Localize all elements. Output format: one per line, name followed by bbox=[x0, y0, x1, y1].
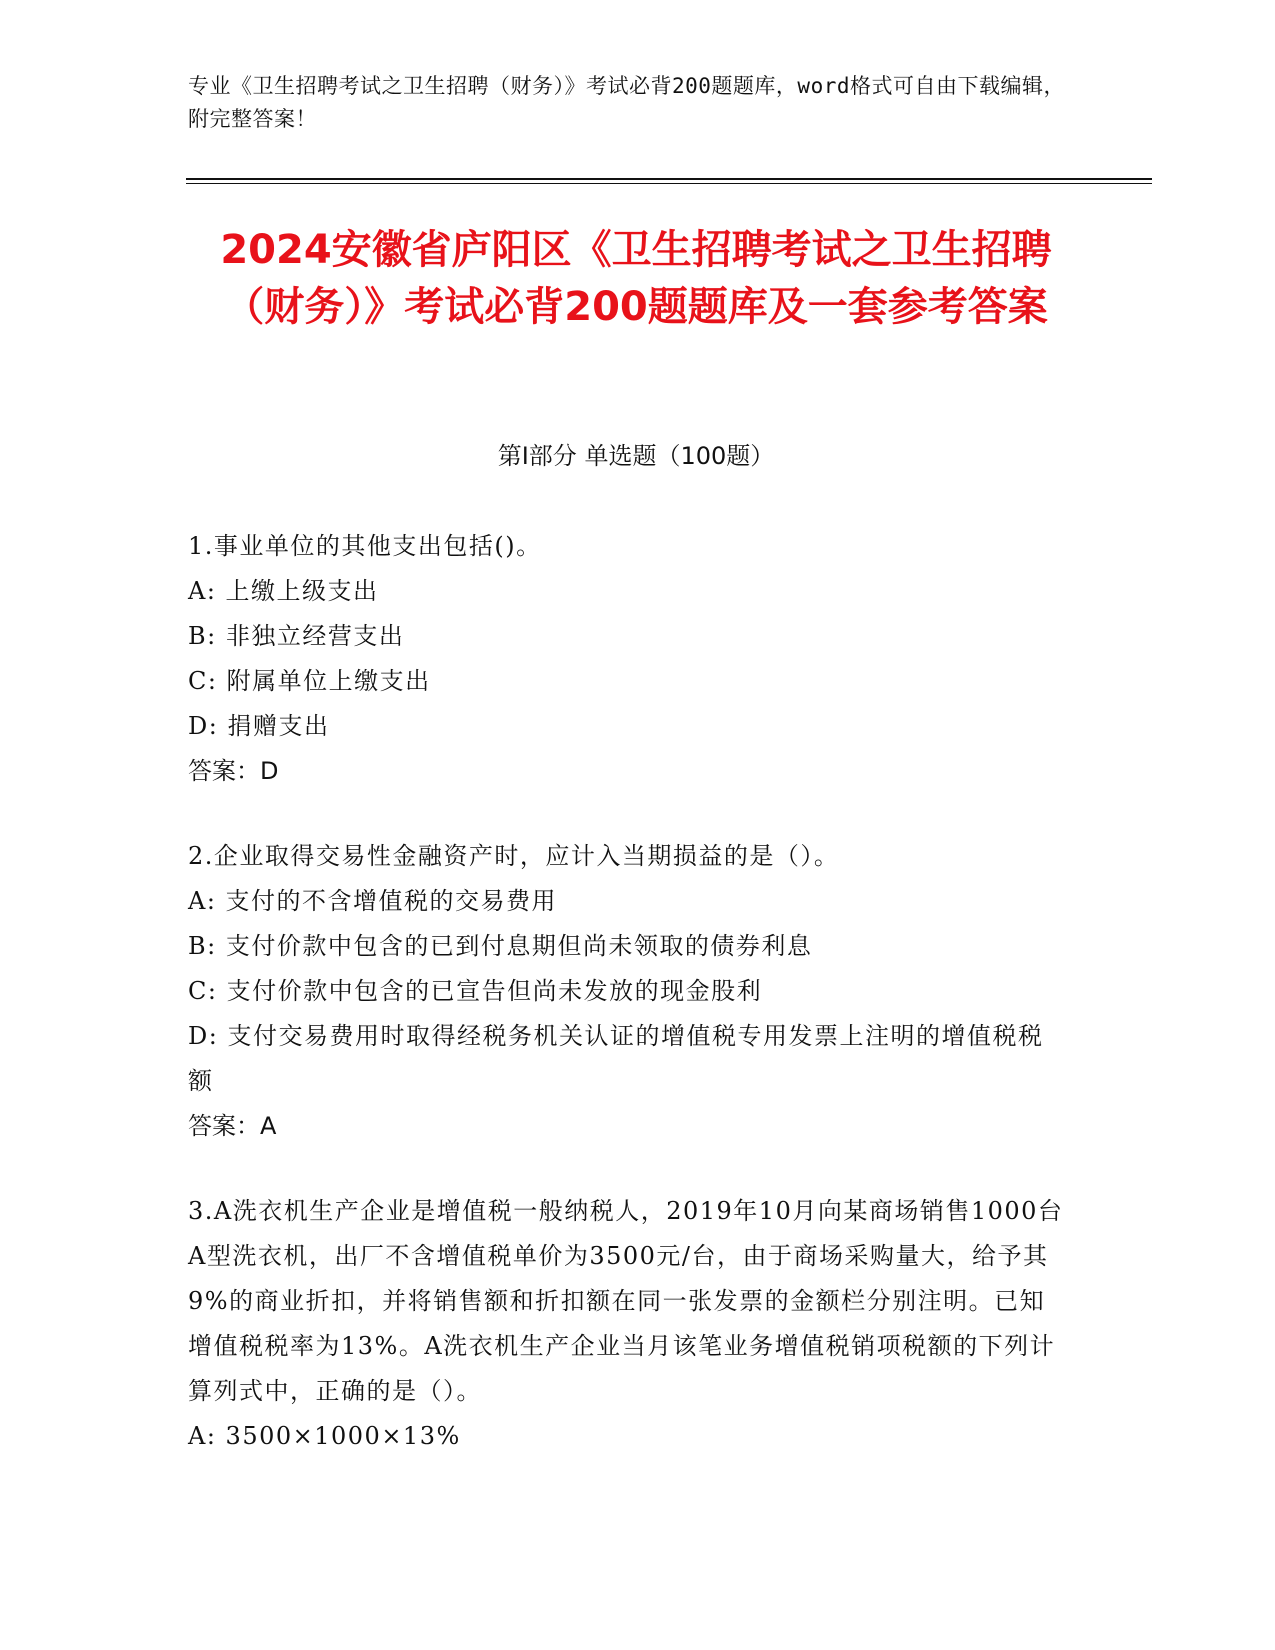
document-title: 2024安徽省庐阳区《卫生招聘考试之卫生招聘（财务）》考试必背200题题库及一套参考答案 bbox=[220, 227, 1052, 330]
question-stem: 3.A洗衣机生产企业是增值税一般纳税人，2019年10月向某商场销售1000台A型洗衣机，出厂不含增值税单价为3500元/台，由于商场采购量大，给予其9%的商业折扣，并将销售额和折扣额在同一张发票的金额栏分别注明。已知增值税税率为13%。A洗衣机生产企业当月该笔业务增值税销项税额的下列计算列式中，正确的是（）。 bbox=[188, 1197, 1064, 1405]
option-c: C: 支付价款中包含的已宣告但尚未发放的现金股利 bbox=[188, 977, 763, 1005]
header-divider-thin bbox=[186, 183, 1152, 184]
answer: 答案：D bbox=[188, 757, 279, 785]
question-1 bbox=[188, 524, 1068, 794]
option-a: A: 支付的不含增值税的交易费用 bbox=[188, 887, 558, 915]
question-2 bbox=[188, 834, 1068, 1149]
option-a: A: 上缴上级支出 bbox=[188, 577, 379, 605]
option-d: D: 支付交易费用时取得经税务机关认证的增值税专用发票上注明的增值税税额 bbox=[188, 1022, 1044, 1095]
question-stem: 1.事业单位的其他支出包括()。 bbox=[188, 532, 542, 560]
option-b: B: 非独立经营支出 bbox=[188, 622, 405, 650]
question-list bbox=[188, 524, 1068, 1499]
option-c: C: 附属单位上缴支出 bbox=[188, 667, 431, 695]
option-a: A: 3500×1000×13% bbox=[188, 1422, 461, 1450]
option-d: D: 捐赠支出 bbox=[188, 712, 330, 740]
header-divider-thick bbox=[186, 178, 1152, 180]
question-3 bbox=[188, 1189, 1068, 1459]
question-stem: 2.企业取得交易性金融资产时，应计入当期损益的是（）。 bbox=[188, 842, 840, 870]
section-title: 第Ⅰ部分 单选题（100题） bbox=[497, 442, 775, 470]
answer: 答案：A bbox=[188, 1112, 277, 1140]
option-b: B: 支付价款中包含的已到付息期但尚未领取的债券利息 bbox=[188, 932, 813, 960]
header-note: 专业《卫生招聘考试之卫生招聘（财务）》考试必背200题题库，word格式可自由下载编辑，附完整答案！ bbox=[188, 74, 1065, 131]
